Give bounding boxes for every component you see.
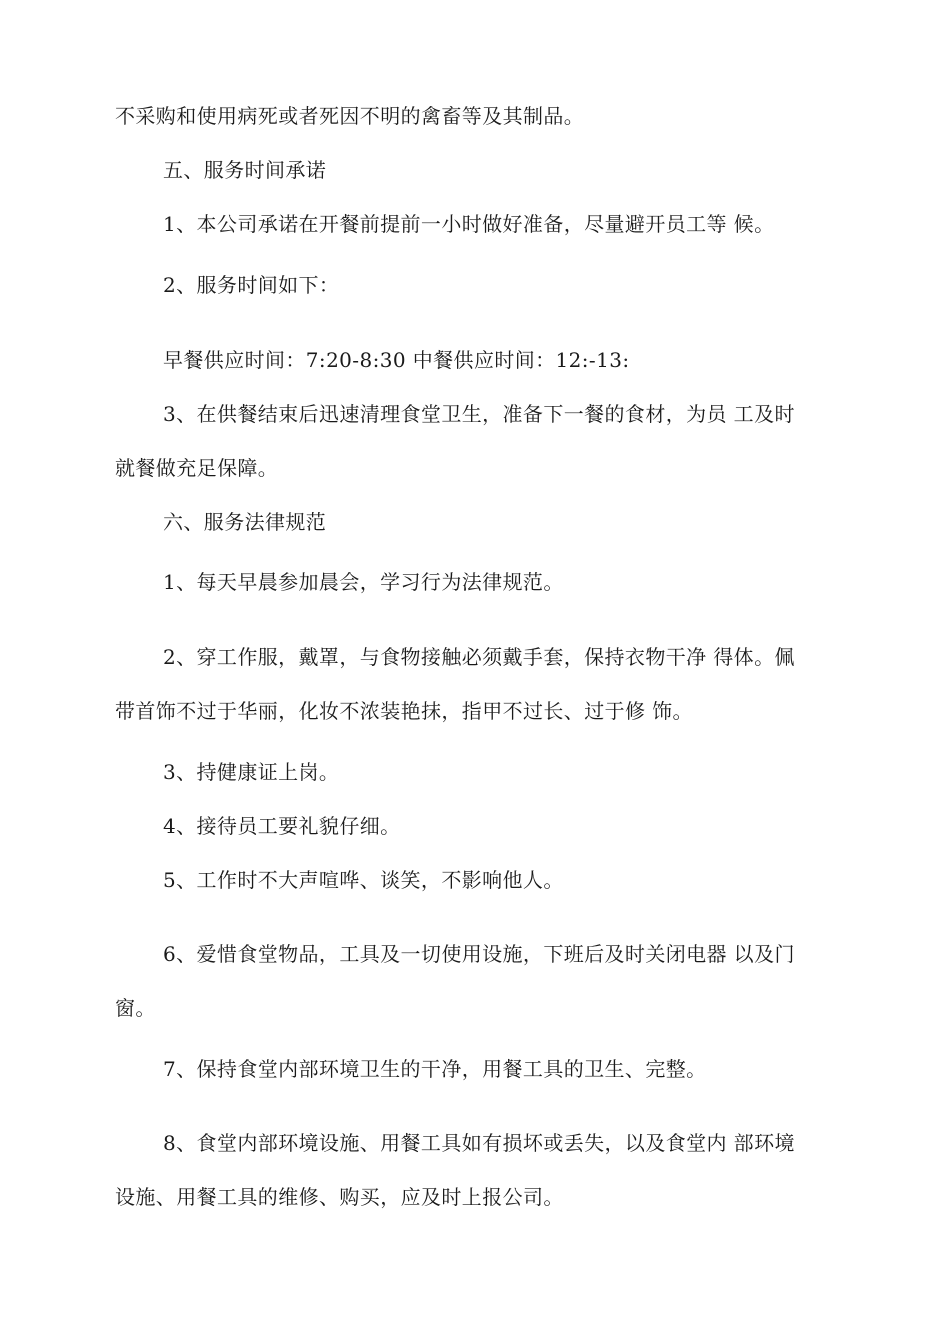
- text-line-16: 窗。: [115, 996, 156, 1020]
- text-line-13: 4、接待员工要礼貌仔细。: [163, 814, 401, 838]
- text-line-10: 2、穿工作服，戴罩，与食物接触必须戴手套，保持衣物干净 得体。佩: [163, 645, 795, 669]
- section-heading-service-time: 五、服务时间承诺: [163, 158, 327, 182]
- text-line-4: 2、服务时间如下：: [163, 273, 340, 297]
- text-line-19: 设施、用餐工具的维修、购买，应及时上报公司。: [115, 1185, 564, 1209]
- text-line-1: 不采购和使用病死或者死因不明的禽畜等及其制品。: [115, 104, 585, 128]
- text-line-3: 1、本公司承诺在开餐前提前一小时做好准备，尽量避开员工等 候。: [163, 212, 775, 236]
- text-line-9: 1、每天早晨参加晨会，学习行为法律规范。: [163, 570, 564, 594]
- text-line-12: 3、持健康证上岗。: [163, 760, 340, 784]
- section-heading-legal-norms: 六、服务法律规范: [163, 510, 327, 534]
- text-line-18: 8、食堂内部环境设施、用餐工具如有损坏或丢失，以及食堂内 部环境: [163, 1131, 795, 1155]
- text-line-11: 带首饰不过于华丽，化妆不浓装艳抹，指甲不过长、过于修 饰。: [115, 699, 693, 723]
- text-line-7: 就餐做充足保障。: [115, 456, 279, 480]
- text-line-6: 3、在供餐结束后迅速清理食堂卫生，准备下一餐的食材，为员 工及时: [163, 402, 795, 426]
- text-line-17: 7、保持食堂内部环境卫生的干净，用餐工具的卫生、完整。: [163, 1057, 707, 1081]
- text-line-5: 早餐供应时间：7:20-8:30 中餐供应时间：12:-13:: [163, 348, 630, 372]
- text-line-14: 5、工作时不大声喧哗、谈笑，不影响他人。: [163, 868, 564, 892]
- text-line-15: 6、爱惜食堂物品，工具及一切使用设施，下班后及时关闭电器 以及门: [163, 942, 795, 966]
